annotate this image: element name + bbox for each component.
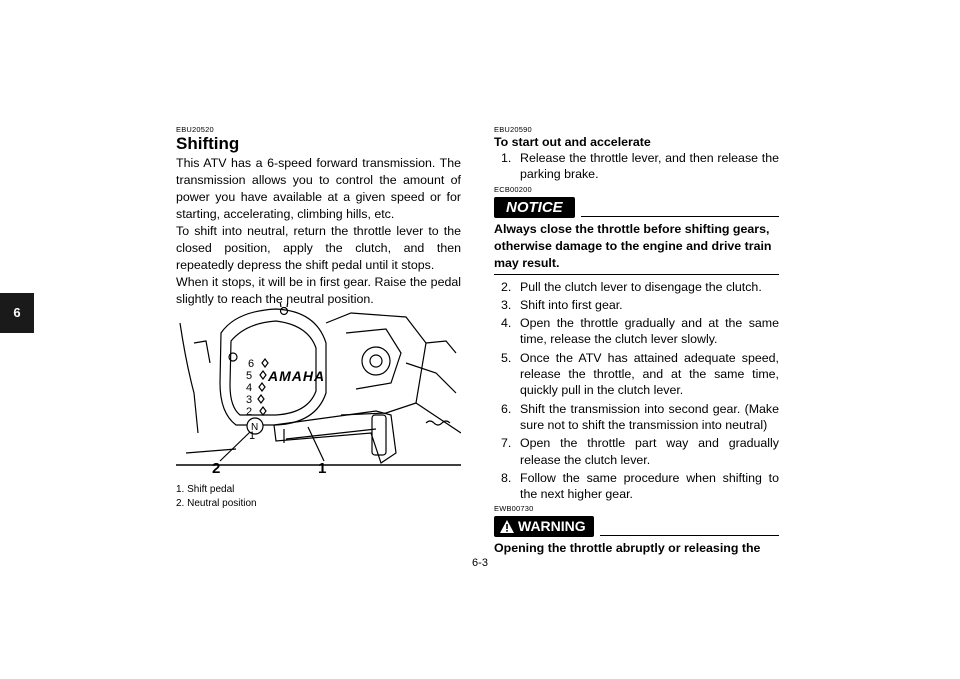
gear-mark-1: 1 [249,430,256,442]
divider [600,535,779,536]
notice-code: ECB00200 [494,184,532,194]
paragraph: When it stops, it will be in first gear. Raise the pedal slightly to reach the neutral position. [176,275,461,306]
step-text: Shift the transmission into second gear. (Make sure not to shift the transmission into neutral) [520,401,779,432]
step-number: 6. [501,401,512,416]
step-text: Once the ATV has attained adequate speed, release the throttle, and at the same time, quickly pull in the clutch lever. [520,350,779,398]
warning-label: WARNING [518,518,586,535]
list-item [494,315,779,348]
figure-captions [176,483,257,511]
gear-mark-6: 6 [248,358,255,370]
warning-triangle-icon [500,520,514,533]
divider [494,274,779,275]
warning-text: Opening the throttle abruptly or releasing the [494,541,761,556]
brand-lettering: AMAHA [268,368,326,384]
chapter-tab [0,293,34,333]
step-text: Pull the clutch lever to disengage the clutch. [520,279,762,294]
step-text: Open the throttle part way and gradually release the clutch lever. [520,436,779,467]
list-item [494,401,779,434]
paragraph: To shift into neutral, return the throttle lever to the closed position, apply the clutch, and then repeatedly depress the shift pedal until it stops. [176,224,461,272]
section-code: EBU20590 [494,125,532,134]
chapter-tab-number: 6 [13,305,21,320]
section-heading: To start out and accelerate [494,135,651,149]
step-number: 2. [501,279,512,294]
shift-pedal-illustration [176,303,461,479]
neutral-mark: N [251,422,259,433]
step-number: 3. [501,297,512,312]
section-code: EBU20520 [176,125,214,134]
list-item [494,435,779,468]
gear-mark-2: 2 [246,406,253,418]
callout-2: 2 [212,460,221,477]
caption-line: 2. Neutral position [176,498,257,509]
step-text: Shift into first gear. [520,297,623,312]
step-text: Follow the same procedure when shifting to the next higher gear. [520,470,779,502]
step-text: Release the throttle lever, and then release the parking brake. [520,151,779,182]
notice-text: Always close the throttle before shifting gears, otherwise damage to the engine and drive train may result. [494,221,772,270]
warning-badge [494,516,594,537]
list-item [494,279,779,295]
section-title: Shifting [176,134,240,153]
step-text: Open the throttle gradually and at the same time, release the clutch lever slowly. [520,316,779,347]
left-column [176,125,461,308]
list-item [494,470,779,503]
step-number: 1. [501,151,512,165]
step-number: 7. [501,436,512,451]
page-number: 6-3 [472,557,488,569]
warning-header [494,515,779,537]
step-number: 8. [501,470,512,485]
notice-badge: NOTICE [494,197,575,218]
step-number: 4. [501,316,512,331]
warning-code: EWB00730 [494,504,534,514]
step-list [494,279,779,503]
right-column [494,125,779,557]
notice-header [494,196,779,218]
gear-mark-5: 5 [246,370,253,382]
step-number: 5. [501,350,512,365]
gear-mark-4: 4 [246,382,253,394]
caption-line: 1. Shift pedal [176,484,235,495]
step-list [494,150,779,183]
divider [581,216,779,217]
list-item [494,150,779,183]
list-item [494,297,779,313]
callout-1: 1 [318,460,327,477]
gear-mark-3: 3 [246,394,253,406]
list-item [494,350,779,399]
paragraph: This ATV has a 6-speed forward transmission. The transmission allows you to control the amount of power you have available at a given speed or for starting, accelerating, climbing hills, etc. [176,156,461,221]
